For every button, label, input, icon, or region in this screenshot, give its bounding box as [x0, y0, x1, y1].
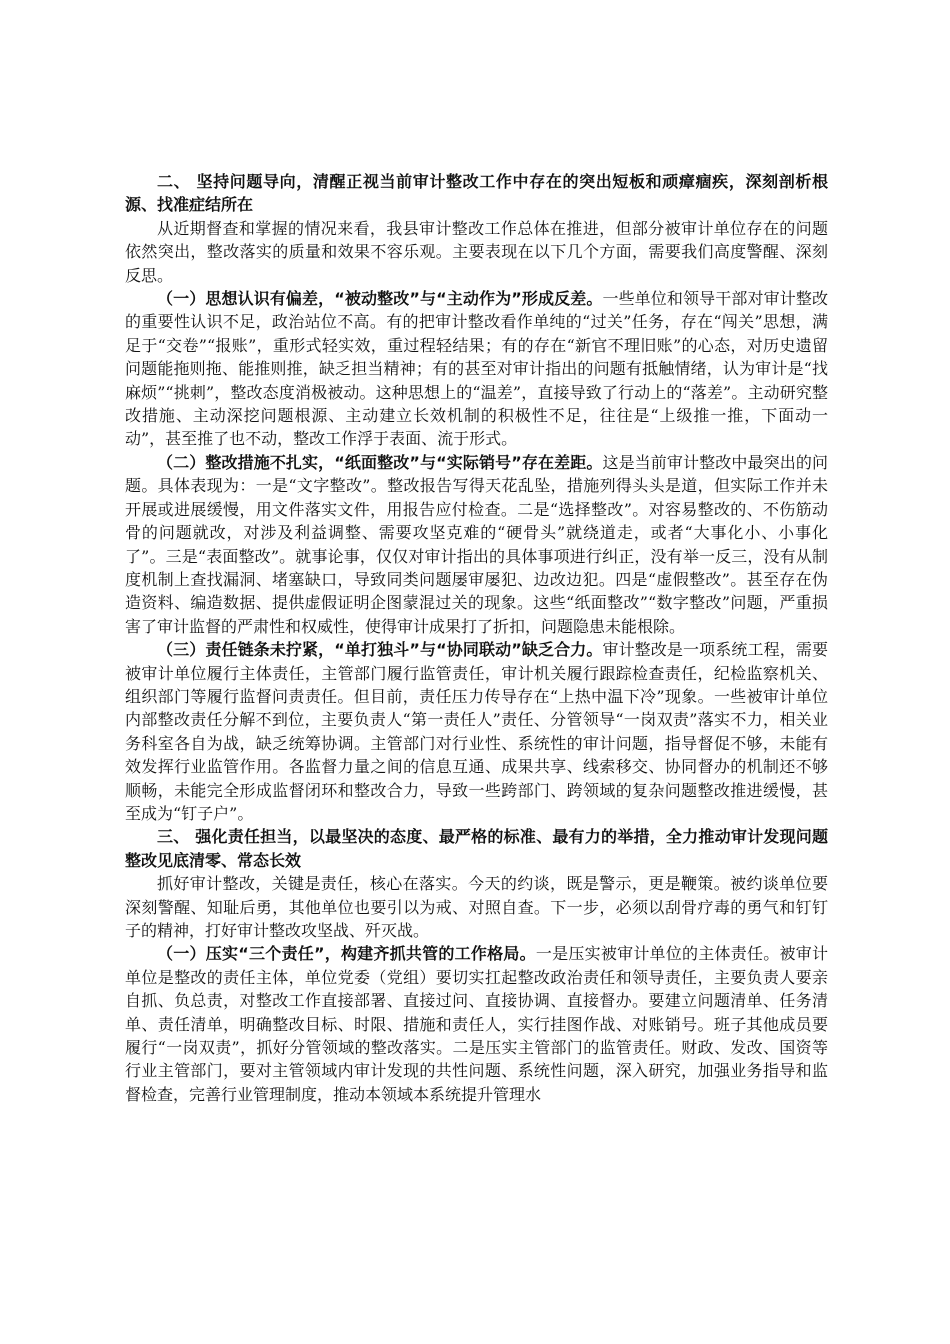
paragraph-text: 一是压实被审计单位的主体责任。被审计单位是整改的责任主体，单位党委（党组）要切实扛起整改政治责任和领导责任，主要负责人要亲自抓、负总责，对整改工作直接部署、直接过问、直接协调、直接督办。要建立问题清单、任务清单、责任清单，明确整改目标、时限、措施和责任人，实行挂图作战、对账销号。班子其他成员要履行“一岗双责”，抓好分管领域的整改落实。二是压实主管部门的监管责任。财政、发改、国资等行业主管部门，要对主管领域内审计发现的共性问题、系统性问题，深入研究，加强业务指导和监督检查，完善行业管理制度，推动本领域本系统提升管理水: [125, 944, 828, 1104]
paragraph-text: 从近期督查和掌握的情况来看，我县审计整改工作总体在推进，但部分被审计单位存在的问题依然突出，整改落实的质量和效果不容乐观。主要表现在以下几个方面，需要我们高度警醒、深刻反思。: [125, 218, 828, 285]
paragraph-lead: （三）责任链条未拧紧，“单打独斗”与“协同联动”缺乏合力。: [157, 640, 603, 660]
paragraph-lead: （二）整改措施不扎实，“纸面整改”与“实际销号”存在差距。: [157, 452, 603, 472]
paragraph-item-3: [125, 638, 828, 825]
paragraph-text: 这是当前审计整改中最突出的问题。具体表现为：一是“文字整改”。整改报告写得天花乱坠，措施列得头头是道，但实际工作并未开展或进展缓慢，用文件落实文件，用报告应付检查。二是“选择整改”。对容易整改的、不伤筋动骨的问题就改，对涉及利益调整、需要攻坚克难的“硬骨头”就绕道走，或者“大事化小、小事化了”。三是“表面整改”。就事论事，仅仅对审计指出的具体事项进行纠正，没有举一反三，没有从制度机制上查找漏洞、堵塞缺口，导致同类问题屡审屡犯、边改边犯。四是“虚假整改”。甚至存在伪造资料、编造数据、提供虚假证明企图蒙混过关的现象。这些“纸面整改”“数字整改”问题，严重损害了审计监督的严肃性和权威性，使得审计成果打了折扣，问题隐患未能根除。: [125, 452, 828, 636]
section-heading-2: 二、 坚持问题导向，清醒正视当前审计整改工作中存在的突出短板和顽瘴痼疾，深刻剖析根源、找准症结所在: [125, 172, 828, 215]
paragraph-text: 抓好审计整改，关键是责任，核心在落实。今天的约谈，既是警示，更是鞭策。被约谈单位要深刻警醒、知耻后勇，其他单位也要引以为戒、对照自查。下一步，必须以刮骨疗毒的勇气和钉钉子的精神，打好审计整改攻坚战、歼灭战。: [125, 874, 828, 940]
paragraph-intro-2: [125, 872, 828, 942]
paragraph-item-2: [125, 451, 828, 638]
document-body: [125, 170, 828, 1106]
section-heading-3: 三、 强化责任担当，以最坚决的态度、最严格的标准、最有力的举措，全力推动审计发现问题整改见底清零、常态长效: [125, 827, 828, 870]
paragraph-lead: （一）思想认识有偏差，“被动整改”与“主动作为”形成反差。: [157, 289, 603, 309]
paragraph-lead: （一）压实“三个责任”，构建齐抓共管的工作格局。: [157, 944, 536, 964]
paragraph-text: 一些单位和领导干部对审计整改的重要性认识不足，政治站位不高。有的把审计整改看作单纯的“过关”任务，存在“闯关”思想，满足于“交卷”“报账”，重形式轻实效，重过程轻结果；有的存在“新官不理旧账”的心态，对历史遗留问题能拖则拖、能推则推，缺乏担当精神；有的甚至对审计指出的问题有抵触情绪，认为审计是“找麻烦”“挑刺”，整改态度消极被动。这种思想上的“温差”，直接导致了行动上的“落差”。主动研究整改措施、主动深挖问题根源、主动建立长效机制的积极性不足，往往是“上级推一推，下面动一动”，甚至推了也不动，整改工作浮于表面、流于形式。: [125, 289, 828, 449]
paragraph-item-1: [125, 287, 828, 451]
paragraph-item-4: [125, 942, 828, 1106]
paragraph-text: 审计整改是一项系统工程，需要被审计单位履行主体责任，主管部门履行监管责任，审计机关履行跟踪检查责任，纪检监察机关、组织部门等履行监督问责责任。但目前，责任压力传导存在“上热中温下冷”现象。一些被审计单位内部整改责任分解不到位，主要负责人“第一责任人”责任、分管领导“一岗双责”落实不力，相关业务科室各自为战，缺乏统筹协调。主管部门对行业性、系统性的审计问题，指导督促不够，未能有效发挥行业监管作用。各监督力量之间的信息互通、成果共享、线索移交、协同督办的机制还不够顺畅，未能完全形成监督闭环和整改合力，导致一些跨部门、跨领域的复杂问题整改推进缓慢，甚至成为“钉子户”。: [125, 640, 828, 823]
paragraph-intro: [125, 217, 828, 287]
